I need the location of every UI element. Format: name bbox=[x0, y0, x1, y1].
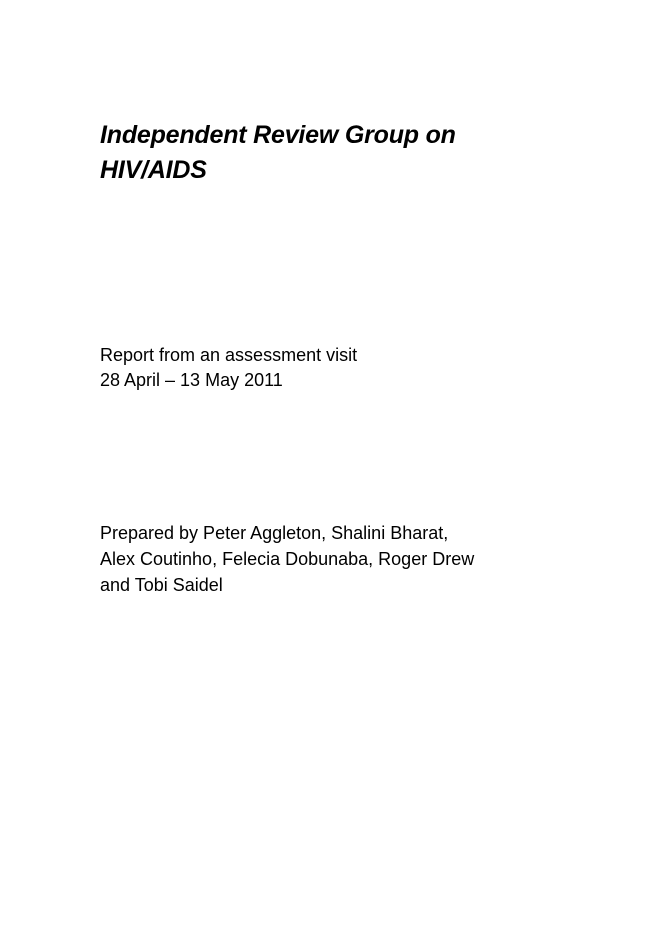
report-dates: 28 April – 13 May 2011 bbox=[100, 370, 283, 390]
report-subtitle bbox=[100, 343, 580, 393]
document-title bbox=[100, 118, 580, 188]
title-line: HIV/AIDS bbox=[100, 156, 207, 184]
authors-line: Prepared by Peter Aggleton, Shalini Bharat, bbox=[100, 523, 449, 543]
authors-line: Alex Coutinho, Felecia Dobunaba, Roger Drew bbox=[100, 549, 475, 569]
authors-block bbox=[100, 520, 580, 598]
title-line: Independent Review Group on bbox=[100, 121, 456, 149]
authors-line: and Tobi Saidel bbox=[100, 575, 223, 595]
report-description: Report from an assessment visit bbox=[100, 345, 358, 365]
